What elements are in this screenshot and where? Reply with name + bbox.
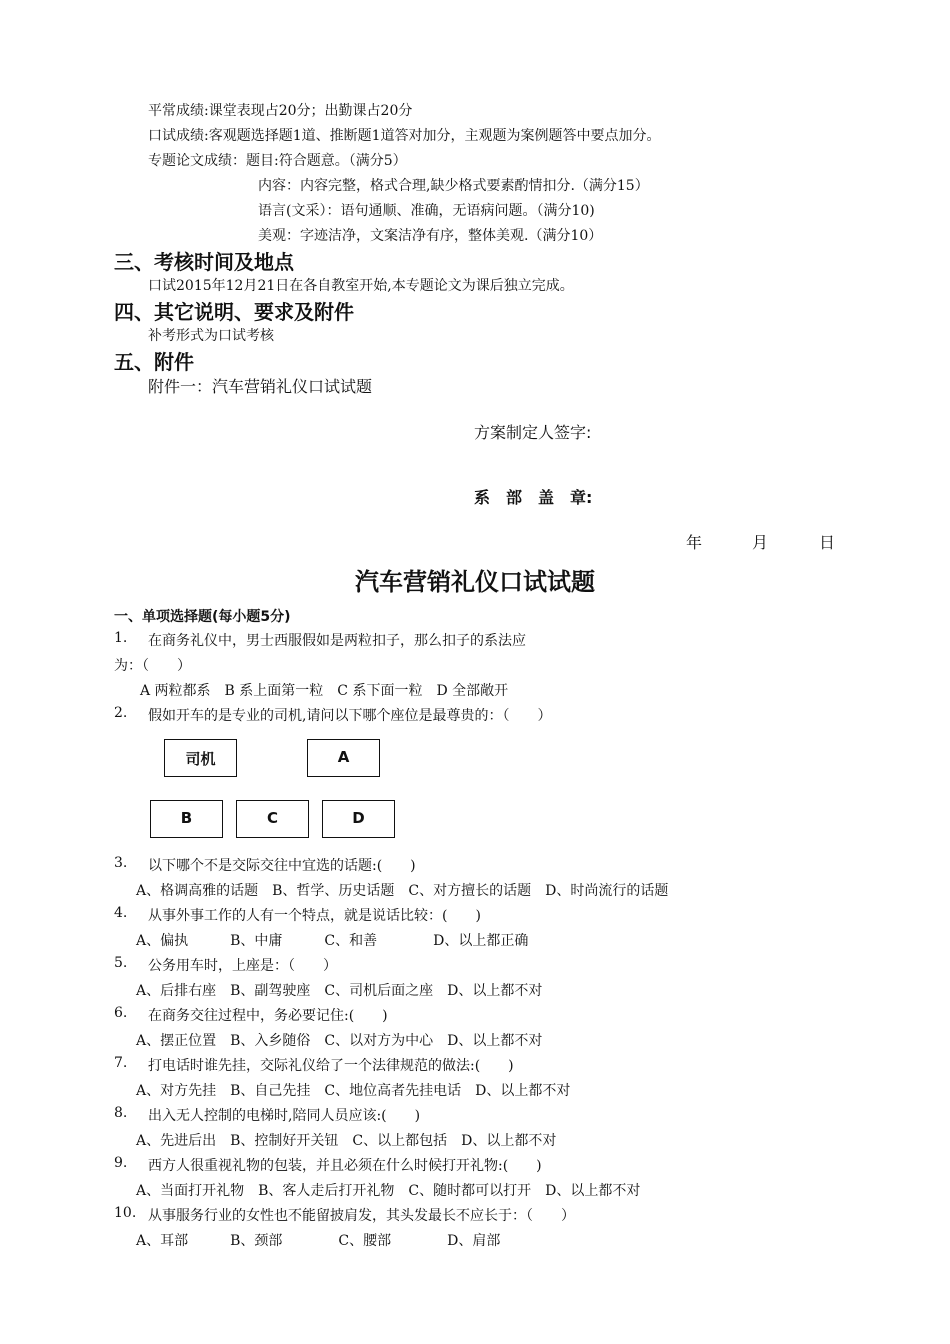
essay-look-criterion: 美观：字迹洁净，文案洁净有序，整体美观.（满分10） bbox=[258, 228, 603, 244]
question-3-text: 以下哪个不是交际交往中宜选的话题:( ) bbox=[148, 858, 416, 874]
question-number: 1. bbox=[114, 630, 128, 646]
seat-c: C bbox=[236, 800, 309, 838]
question-5-text: 公务用车时，上座是：（ ） bbox=[148, 958, 337, 974]
part1-heading: 一、单项选择题(每小题5分) bbox=[114, 609, 291, 625]
question-1 bbox=[114, 630, 127, 646]
essay-language-criterion: 语言(文采）：语句通顺、准确，无语病问题。（满分10) bbox=[258, 203, 595, 219]
essay-score-label bbox=[148, 150, 407, 170]
question-7-number: 7. bbox=[114, 1055, 128, 1071]
question-2-number: 2. bbox=[114, 705, 128, 721]
question-7-text: 打电话时谁先挂，交际礼仪给了一个法律规范的做法:( ) bbox=[148, 1058, 514, 1074]
essay-topic: 题目:符合题意。（满分5） bbox=[246, 153, 407, 169]
question-5-number: 5. bbox=[114, 955, 128, 971]
section4-text: 补考形式为口试考核 bbox=[148, 328, 274, 344]
question-6-text: 在商务交往过程中，务必要记住:( ) bbox=[148, 1008, 388, 1024]
seat-driver: 司机 bbox=[164, 739, 237, 777]
usual-score-text: 平常成绩:课堂表现占20分；出勤课占20分 bbox=[148, 103, 413, 119]
seat-d: D bbox=[322, 800, 395, 838]
question-3-number: 3. bbox=[114, 855, 128, 871]
question-8-options: A、先进后出 B、控制好开关钮 C、以上都包括 D、以上都不对 bbox=[136, 1133, 557, 1149]
essay-content-criterion: 内容：内容完整，格式合理,缺少格式要素酌情扣分.（满分15） bbox=[258, 178, 649, 194]
question-9-text: 西方人很重视礼物的包装，并且必须在什么时候打开礼物:( ) bbox=[148, 1158, 542, 1174]
question-1-cont: 为：（ ） bbox=[114, 658, 191, 674]
question-10-options: A、耳部 B、颈部 C、腰部 D、肩部 bbox=[136, 1233, 501, 1249]
date-year: 年 bbox=[686, 533, 703, 552]
question-4-text: 从事外事工作的人有一个特点，就是说话比较：( ) bbox=[148, 908, 481, 924]
section5-heading: 五、附件 bbox=[114, 350, 194, 374]
section5-text: 附件一：汽车营销礼仪口试试题 bbox=[148, 377, 373, 396]
seat-a: A bbox=[307, 739, 380, 777]
department-stamp: 系 部 盖 章: bbox=[474, 488, 593, 507]
oral-score-text: 口试成绩:客观题选择题1道、推断题1道答对加分，主观题为案例题答中要点加分。 bbox=[148, 128, 661, 144]
question-3-options: A、格调高雅的话题 B、哲学、历史话题 C、对方擅长的话题 D、时尚流行的话题 bbox=[136, 883, 669, 899]
question-8-number: 8. bbox=[114, 1105, 128, 1121]
essay-label: 专题论文成绩： bbox=[148, 153, 246, 169]
date-day: 日 bbox=[819, 533, 836, 552]
question-4-options: A、偏执 B、中庸 C、和善 D、以上都正确 bbox=[136, 933, 529, 949]
question-2-text: 假如开车的是专业的司机,请问以下哪个座位是最尊贵的：（ ） bbox=[148, 708, 552, 724]
section3-heading: 三、考核时间及地点 bbox=[114, 250, 294, 274]
question-10-number: 10. bbox=[114, 1205, 137, 1221]
question-9-options: A、当面打开礼物 B、客人走后打开礼物 C、随时都可以打开 D、以上都不对 bbox=[136, 1183, 641, 1199]
seat-b: B bbox=[150, 800, 223, 838]
question-6-number: 6. bbox=[114, 1005, 128, 1021]
plan-maker-signature: 方案制定人签字: bbox=[474, 423, 592, 442]
question-10-text: 从事服务行业的女性也不能留披肩发，其头发最长不应长于：（ ） bbox=[148, 1208, 575, 1224]
question-9-number: 9. bbox=[114, 1155, 128, 1171]
section4-heading: 四、其它说明、要求及附件 bbox=[114, 300, 354, 324]
question-8-text: 出入无人控制的电梯时,陪同人员应该:( ) bbox=[148, 1108, 421, 1124]
question-1-text: 在商务礼仪中，男士西服假如是两粒扣子，那么扣子的系法应 bbox=[148, 633, 526, 649]
question-5-options: A、后排右座 B、副驾驶座 C、司机后面之座 D、以上都不对 bbox=[136, 983, 543, 999]
question-1-options: A 两粒都系 B 系上面第一粒 C 系下面一粒 D 全部敞开 bbox=[140, 683, 509, 699]
question-4-number: 4. bbox=[114, 905, 128, 921]
section3-text: 口试2015年12月21日在各自教室开始,本专题论文为课后独立完成。 bbox=[148, 278, 574, 294]
question-7-options: A、对方先挂 B、自己先挂 C、地位高者先挂电话 D、以上都不对 bbox=[136, 1083, 571, 1099]
date-month: 月 bbox=[752, 533, 769, 552]
question-6-options: A、摆正位置 B、入乡随俗 C、以对方为中心 D、以上都不对 bbox=[136, 1033, 543, 1049]
exam-title: 汽车营销礼仪口试试题 bbox=[355, 567, 595, 596]
